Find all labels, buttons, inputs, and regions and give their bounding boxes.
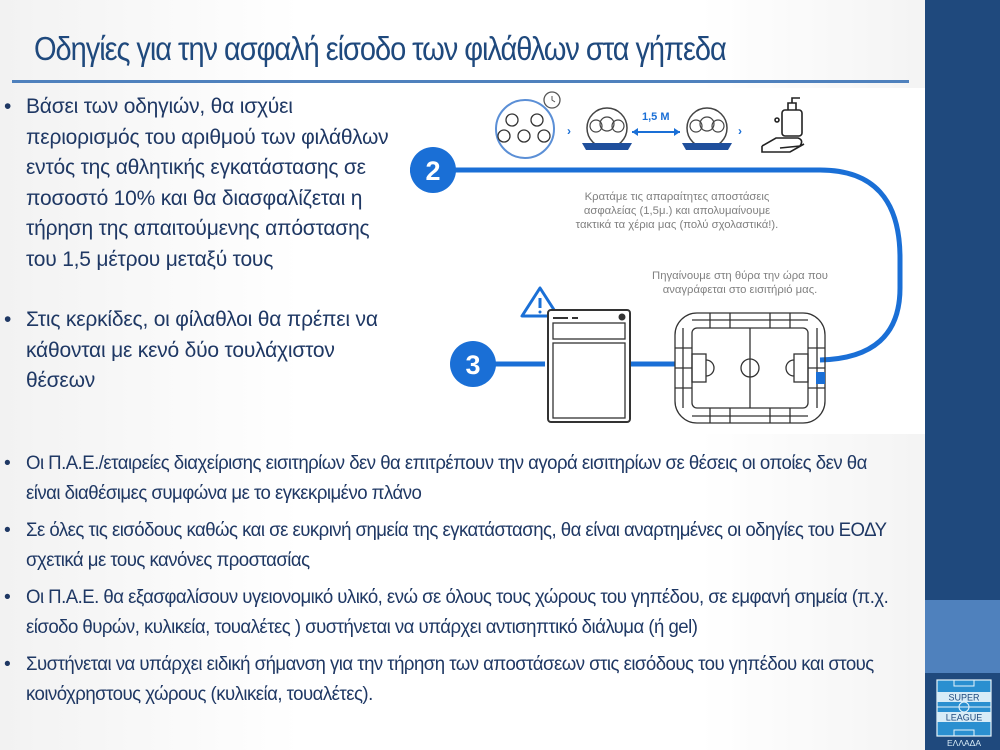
left-bullet-list <box>0 92 405 427</box>
bullet-item <box>0 516 925 575</box>
ticket-machine-icon <box>548 310 630 422</box>
title-divider <box>12 80 909 83</box>
step-2-number: 2 <box>425 156 441 186</box>
distance-arrow-icon <box>632 128 680 136</box>
masked-group-icon <box>682 108 732 150</box>
bullet-text: Οι Π.Α.Ε. θα εξασφαλίσουν υγειονομικό υλικό, ενώ σε όλους τους χώρους του γηπέδου, σε εμφανή σημεία (π.χ. είσοδο θυρών, κυλικεία, τουαλέτες ) συστήνεται να υπάρχει αντισηπτικό διάλυμα (ή gel) <box>26 587 889 638</box>
stadium-icon <box>675 313 825 423</box>
hand-sanitizer-icon <box>762 98 804 152</box>
step-3-caption-line: Πηγαίνουμε στη θύρα την ώρα που <box>652 270 828 282</box>
sidebar-band <box>925 600 1000 673</box>
logo-text-super: SUPER <box>948 692 980 703</box>
bullet-item: • Βάσει των οδηγιών, θα ισχύει περιορισμός του αριθμού των φιλάθλων εντός της αθλητικής εγκατάστασης σε ποσοστό 10% και θα διασφαλίζεται η τήρηση της απαιτούμενης απόστασης του 1,5 μέτρου μεταξύ τους <box>0 92 405 275</box>
safety-illustration <box>400 88 925 434</box>
svg-text:›: › <box>567 124 571 138</box>
sidebar-decoration <box>925 0 1000 750</box>
step-2-caption-line: ασφαλείας (1,5μ.) και απολυμαίνουμε <box>583 205 771 217</box>
step-3-number: 3 <box>465 350 481 380</box>
masked-group-icon <box>582 108 632 150</box>
bullet-item <box>0 583 925 642</box>
bullet-text: Σε όλες τις εισόδους καθώς και σε ευκρινή σημεία της εγκατάστασης, θα είναι αναρτημένες οι οδηγίες του ΕΟΔΥ σχετικά με τους κανόνες προστασίας <box>26 520 887 571</box>
crowd-clock-icon <box>496 92 560 158</box>
step-2-caption-line: Κρατάμε τις απαραίτητες αποστάσεις <box>584 191 770 203</box>
logo-text-league: LEAGUE <box>945 712 983 723</box>
slide-title: Οδηγίες για την ασφαλή είσοδο των φιλάθλων στα γήπεδα <box>34 30 726 67</box>
distance-label: 1,5 M <box>642 111 670 123</box>
bottom-bullet-list <box>0 449 925 717</box>
bullet-text: Οι Π.Α.Ε./εταιρείες διαχείρισης εισιτηρίων δεν θα επιτρέπουν την αγορά εισιτηρίων σε θέσεις οι οποίες δεν θα είναι διαθέσιμες συμφώνα με το εγκεκριμένο πλάνο <box>26 453 867 504</box>
bullet-item <box>0 650 925 709</box>
bullet-item <box>0 449 925 508</box>
super-league-logo <box>935 678 993 748</box>
svg-text:›: › <box>738 124 742 138</box>
bullet-item: • Στις κερκίδες, οι φίλαθλοι θα πρέπει να κάθονται με κενό δύο τουλάχιστον θέσεων <box>0 305 405 397</box>
step-2-caption-line: τακτικά τα χέρια μας (πολύ σχολαστικά!). <box>575 219 779 231</box>
step-3-caption-line: αναγράφεται στο εισιτήριό μας. <box>662 284 818 296</box>
logo-text-country: ΕΛΛΑΔΑ <box>946 738 982 748</box>
bullet-text: Συστήνεται να υπάρχει ειδική σήμανση για την τήρηση των αποστάσεων στις εισόδους του γηπέδου και στους κοινόχρηστους χώρους (κυλικεία, τουαλέτες). <box>26 654 874 705</box>
